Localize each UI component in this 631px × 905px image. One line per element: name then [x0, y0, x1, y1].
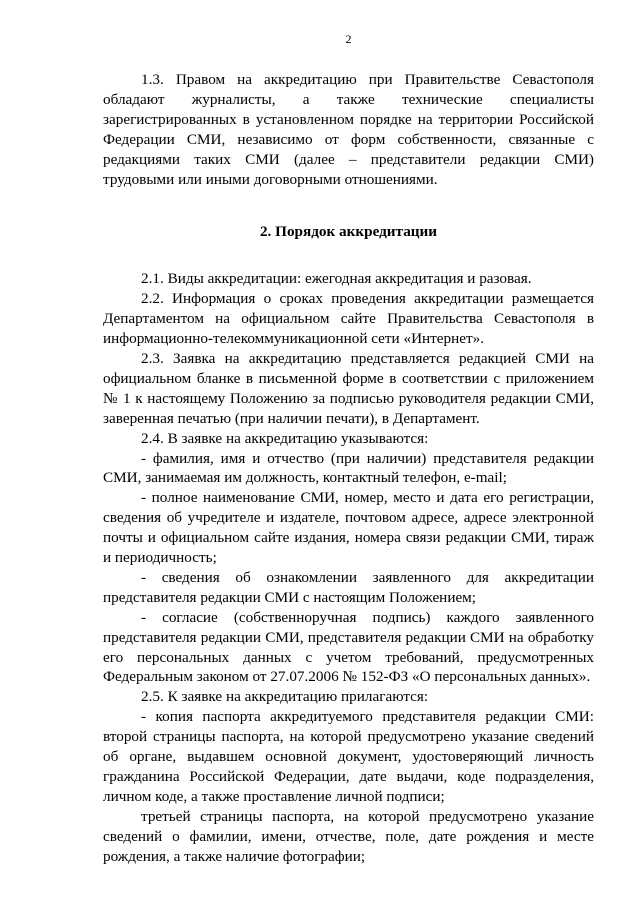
section-body [103, 269, 594, 866]
paragraph-2-3: 2.3. Заявка на аккредитацию представляется редакцией СМИ на официальном бланке в письменной форме в соответствии с приложением № 1 к настоящему Положению за подписью руководителя редакции СМИ, заверенная печатью (при наличии печати), в Департамент. [103, 349, 594, 427]
list-item-acknowledgement: - сведения об ознакомлении заявленного для аккредитации представителя редакции СМИ с настоящим Положением; [103, 568, 594, 606]
paragraph-1-3: 1.3. Правом на аккредитацию при Правительстве Севастополя обладают журналисты, а также технические специалисты зарегистрированных в установленном порядке на территории Российской Федерации СМИ, независимо от форм собственности, связанные с редакциями таких СМИ (далее – представители редакции СМИ) трудовыми или иными договорными отношениями. [103, 71, 594, 188]
section-heading: 2. Порядок аккредитации [259, 223, 438, 241]
list-item-passport-copy: - копия паспорта аккредитуемого представителя редакции СМИ: второй страницы паспорта, на которой предусмотрено указание сведений об органе, выдавшем основной документ, удостоверяющий личность гражданина Российской Федерации, дате выдачи, коде подразделения, личном коде, а также проставление личной подписи; [103, 708, 594, 805]
list-item-consent: - согласие (собственноручная подпись) каждого заявленного представителя редакции СМИ, представителя редакции СМИ на обработку его персональных данных с учетом требований, предусмотренных Федеральным законом от 27.07.2006 № 152-ФЗ «О персональных данных». [103, 608, 594, 686]
page-number: 2 [345, 32, 352, 46]
list-item-media-details: - полное наименование СМИ, номер, место и дата его регистрации, сведения об учредителе и издателе, почтовом адресе, адресе электронной почты и официальном сайте издания, номера связи редакции СМИ, тираж и периодичность; [103, 489, 594, 567]
paragraph-2-4: 2.4. В заявке на аккредитацию указываются: [141, 429, 429, 447]
list-item-contact: - фамилия, имя и отчество (при наличии) представителя редакции СМИ, занимаемая им должность, контактный телефон, e-mail; [103, 449, 594, 487]
paragraph-2-2: 2.2. Информация о сроках проведения аккредитации размещается Департаментом на официальном сайте Правительства Севастополя в информационно-телекоммуникационной сети «Интернет». [103, 290, 594, 348]
paragraph-2-5: 2.5. К заявке на аккредитацию прилагаются: [141, 688, 429, 706]
paragraph-2-1: 2.1. Виды аккредитации: ежегодная аккредитация и разовая. [141, 270, 532, 288]
list-item-passport-page-3: третьей страницы паспорта, на которой предусмотрено указание сведений о фамилии, имени, отчестве, поле, дате рождения и месте рождения, а также наличие фотографии; [103, 807, 594, 865]
